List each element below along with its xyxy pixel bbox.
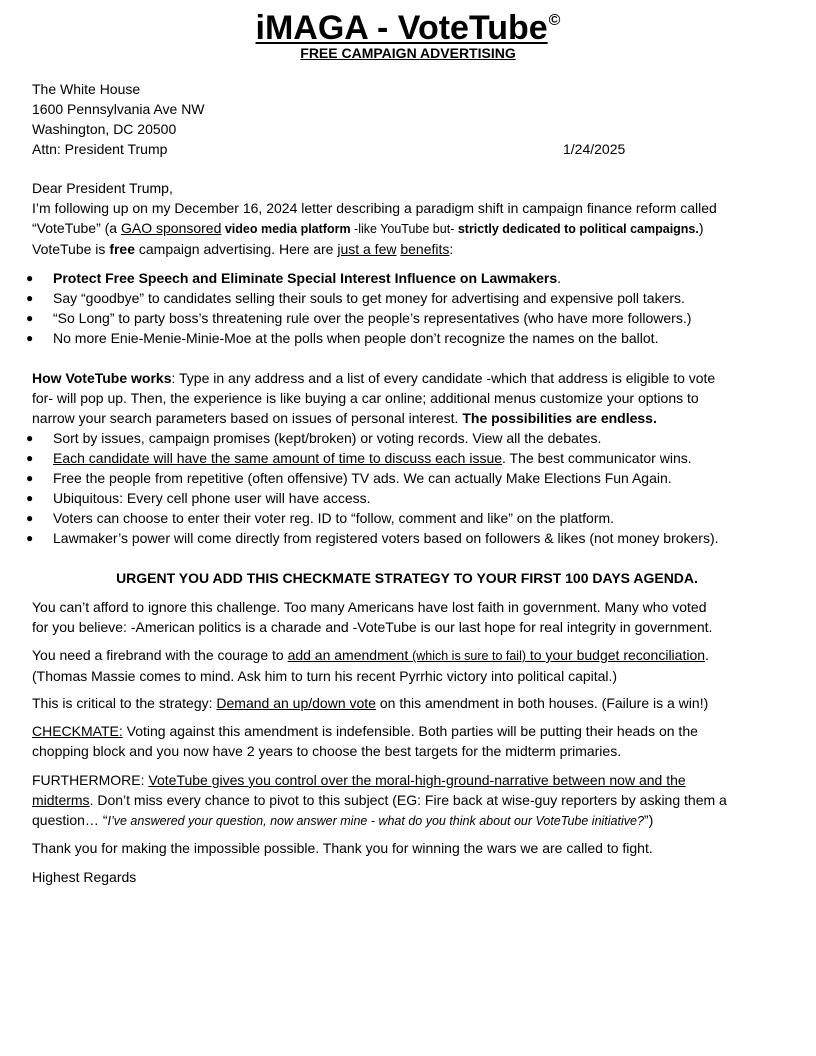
- para-line: [32, 645, 782, 666]
- text: .: [705, 647, 709, 663]
- text: ”): [643, 812, 654, 828]
- text: :: [449, 241, 454, 257]
- address-line: 1600 Pennsylvania Ave NW: [32, 101, 205, 117]
- para-line: for you believe: -American politics is a charade and -VoteTube is our last hope for real integrity in government.: [32, 619, 713, 635]
- text: ): [698, 220, 704, 236]
- how-line: [32, 368, 782, 388]
- text: Protect Free Speech and Eliminate Special Interest Influence on Lawmakers: [53, 270, 558, 286]
- copyright-mark: ©: [548, 12, 561, 29]
- list-item: [26, 468, 782, 488]
- text: question… “: [32, 812, 108, 828]
- title-text: iMAGA - VoteTube: [255, 9, 548, 47]
- bullet-icon: ●: [26, 491, 34, 505]
- text: VoteTube is: [32, 241, 110, 257]
- text: video media platform: [221, 222, 351, 236]
- bullet-icon: ●: [26, 271, 34, 285]
- paragraph-furthermore: [32, 770, 792, 831]
- para-line: [32, 693, 782, 713]
- text: to your budget reconciliation: [526, 647, 706, 663]
- closing-regards: Highest Regards: [32, 869, 137, 885]
- how-heading: How VoteTube works: [32, 370, 172, 386]
- letter-date: 1/24/2025: [563, 141, 626, 157]
- text: Each candidate will have the same amount of time to discuss each issue: [53, 450, 503, 466]
- text: free: [109, 241, 135, 257]
- paragraph-strategy: [32, 693, 782, 713]
- text: CHECKMATE:: [32, 723, 123, 739]
- text: add an amendment: [287, 647, 413, 663]
- text: “So Long” to party boss’s threatening rule over the people’s representatives (who have more followers.): [53, 310, 692, 326]
- text: strictly dedicated to political campaigns.: [457, 222, 699, 236]
- text: . The best communicator wins.: [502, 450, 692, 466]
- text: on this amendment in both houses. (Failure is a win!): [375, 695, 709, 711]
- para-line: chopping block and you now have 2 years to choose the best targets for the midterm primaries.: [32, 743, 622, 759]
- text: -like YouTube but-: [350, 222, 458, 236]
- para-line: [32, 810, 792, 831]
- gao-link-text: GAO sponsored: [120, 220, 222, 236]
- list-item: [26, 328, 782, 348]
- text: Ubiquitous: Every cell phone user will have access.: [53, 490, 371, 506]
- how-line: for- will pop up. Then, the experience is like buying a car online; additional menus customize your options to: [32, 390, 699, 406]
- text: campaign advertising. Here are: [135, 241, 338, 257]
- features-list: [26, 428, 782, 548]
- recipient-address: [32, 79, 782, 159]
- text: . Don’t miss every chance to pivot to this subject (EG: Fire back at wise-guy reporters by asking them a: [89, 792, 727, 808]
- intro-line: [32, 218, 782, 239]
- list-item: [26, 508, 782, 528]
- text: Voters can choose to enter their voter reg. ID to “follow, comment and like” on the platform.: [53, 510, 615, 526]
- para-line: [32, 770, 792, 790]
- list-item: [26, 448, 782, 468]
- letter-title: [0, 0, 816, 49]
- paragraph-firebrand: [32, 645, 782, 686]
- para-line: You can’t afford to ignore this challenge. Too many Americans have lost faith in government. Many who voted: [32, 599, 707, 615]
- text: (which is sure to fail): [412, 649, 527, 663]
- text: No more Enie-Menie-Minie-Moe at the polls when people don’t recognize the names on the ballot.: [53, 330, 659, 346]
- text: FURTHERMORE:: [32, 772, 149, 788]
- how-line: [32, 408, 782, 428]
- text: VoteTube gives you control over the moral-high-ground-narrative between now and the: [148, 772, 686, 788]
- bullet-icon: ●: [26, 471, 34, 485]
- bullet-icon: ●: [26, 431, 34, 445]
- text: : Type in any address and a list of every candidate -which that address is eligible to vote: [171, 370, 716, 386]
- bullet-icon: ●: [26, 511, 34, 525]
- list-item: [26, 268, 782, 288]
- text: midterms: [32, 792, 90, 808]
- para-line: (Thomas Massie comes to mind. Ask him to turn his recent Pyrrhic victory into political capital.): [32, 668, 618, 684]
- paragraph-challenge: [32, 597, 782, 637]
- text: Demand an up/down vote: [216, 695, 376, 711]
- address-line: Washington, DC 20500: [32, 121, 177, 137]
- list-item: [26, 428, 782, 448]
- intro-paragraph: [32, 178, 782, 259]
- text: Free the people from repetitive (often offensive) TV ads. We can actually Make Elections Fun Again.: [53, 470, 672, 486]
- list-item: [26, 488, 782, 508]
- list-item: [26, 528, 782, 548]
- text: Lawmaker’s power will come directly from registered voters based on followers & likes (not money brokers).: [53, 530, 719, 546]
- paragraph-checkmate: [32, 721, 782, 761]
- para-line: [32, 790, 792, 810]
- intro-line: [32, 239, 782, 259]
- benefits-list: [26, 268, 782, 348]
- para-line: [32, 721, 782, 741]
- intro-line: I’m following up on my December 16, 2024 letter describing a paradigm shift in campaign finance reform called: [32, 200, 717, 216]
- text: Say “goodbye” to candidates selling their souls to get money for advertising and expensive poll takers.: [53, 290, 685, 306]
- text: Sort by issues, campaign promises (kept/broken) or voting records. View all the debates.: [53, 430, 602, 446]
- bullet-icon: ●: [26, 311, 34, 325]
- closing-thanks: Thank you for making the impossible possible. Thank you for winning the wars we are called to fight.: [32, 840, 653, 856]
- text: I’ve answered your question, now answer mine - what do you think about our VoteTube initiative?: [107, 814, 644, 828]
- bullet-icon: ●: [26, 331, 34, 345]
- list-item: [26, 308, 782, 328]
- salutation: Dear President Trump,: [32, 180, 173, 196]
- urgent-heading: URGENT YOU ADD THIS CHECKMATE STRATEGY TO YOUR FIRST 100 DAYS AGENDA.: [116, 570, 698, 586]
- letter-subtitle: FREE CAMPAIGN ADVERTISING: [300, 45, 516, 61]
- text: benefits: [400, 241, 450, 257]
- bullet-icon: ●: [26, 531, 34, 545]
- text: This is critical to the strategy:: [32, 695, 217, 711]
- text: .: [557, 270, 562, 286]
- address-line: Attn: President Trump: [32, 141, 168, 157]
- text: “VoteTube” (a: [32, 220, 121, 236]
- text: just a few: [337, 241, 397, 257]
- how-it-works-paragraph: [32, 368, 782, 428]
- address-line: The White House: [32, 81, 141, 97]
- text: You need a firebrand with the courage to: [32, 647, 288, 663]
- bullet-icon: ●: [26, 291, 34, 305]
- text: The possibilities are endless.: [462, 410, 657, 426]
- list-item: [26, 288, 782, 308]
- text: Voting against this amendment is indefensible. Both parties will be putting their heads on the: [122, 723, 698, 739]
- bullet-icon: ●: [26, 451, 34, 465]
- text: narrow your search parameters based on issues of personal interest.: [32, 410, 463, 426]
